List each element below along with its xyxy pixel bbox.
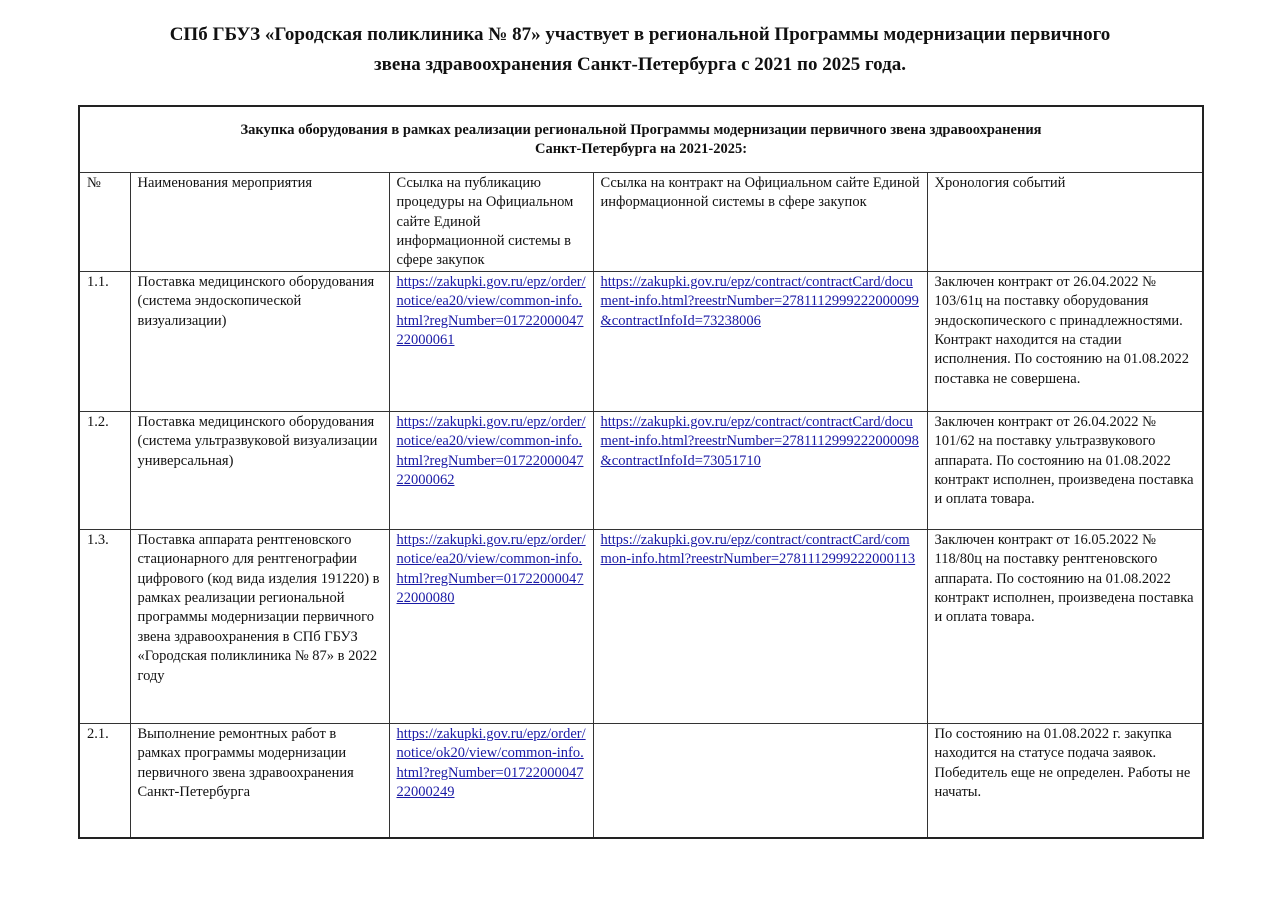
procedure-link[interactable]: https://zakupki.gov.ru/epz/order/notice/ea20/view/common-info.html?regNumber=0172200004722000062: [396, 413, 586, 489]
column-header-number: №: [79, 172, 130, 271]
row-history: Заключен контракт от 26.04.2022 № 103/61ц на поставку оборудования эндоскопического с принадлежностями. Контракт находится на стадии исполнения. По состоянию на 01.08.2022 поставка не совершена.: [927, 271, 1203, 411]
contract-link-cell-empty: [593, 723, 927, 838]
column-header-contract-link: Ссылка на контракт на Официальном сайте Единой информационной системы в сфере закупок: [593, 172, 927, 271]
row-name: Поставка аппарата рентгеновского стационарного для рентгенографии цифрового (код вида изделия 191220) в рамках реализации региональной программы модернизации первичного звена здравоохранения в СПб ГБУЗ «Городская поликлиника № 87» в 2022 году: [130, 529, 389, 723]
row-number: 1.2.: [79, 411, 130, 529]
table-row: [79, 529, 1203, 723]
document-title-line-2: звена здравоохранения Санкт-Петербурга с 2021 по 2025 года.: [374, 54, 906, 75]
procedure-link-cell: [389, 529, 593, 723]
table-row: [79, 723, 1203, 838]
table-caption: [79, 106, 1203, 172]
row-history: Заключен контракт от 16.05.2022 № 118/80ц на поставку рентгеновского аппарата. По состоянию на 01.08.2022 контракт исполнен, произведена поставка и оплата товара.: [927, 529, 1203, 723]
procurement-table: [78, 105, 1204, 839]
document-title-line-1: СПб ГБУЗ «Городская поликлиника № 87» участвует в региональной Программы модернизации первичного: [169, 24, 1111, 45]
row-number: 2.1.: [79, 723, 130, 838]
procedure-link[interactable]: https://zakupki.gov.ru/epz/order/notice/ea20/view/common-info.html?regNumber=0172200004722000080: [396, 531, 586, 607]
procedure-link-cell: [389, 723, 593, 838]
table-caption-line-1: Закупка оборудования в рамках реализации региональной Программы модернизации первичного звена здравоохранения: [240, 122, 1042, 138]
table-header-row: [79, 172, 1203, 271]
procedure-link[interactable]: https://zakupki.gov.ru/epz/order/notice/ea20/view/common-info.html?regNumber=0172200004722000061: [396, 273, 586, 349]
table-caption-row: [79, 106, 1203, 172]
row-name: Поставка медицинского оборудования (система эндоскопической визуализации): [130, 271, 389, 411]
contract-link-cell: [593, 529, 927, 723]
column-header-procedure-link: Ссылка на публикацию процедуры на Официальном сайте Единой информационной системы в сфере закупок: [389, 172, 593, 271]
table-row: [79, 411, 1203, 529]
procedure-link-cell: [389, 271, 593, 411]
column-header-history: Хронология событий: [927, 172, 1203, 271]
document-title: [0, 20, 1280, 80]
procedure-link[interactable]: https://zakupki.gov.ru/epz/order/notice/ok20/view/common-info.html?regNumber=0172200004722000249: [396, 725, 586, 801]
row-number: 1.3.: [79, 529, 130, 723]
row-name: Выполнение ремонтных работ в рамках программы модернизации первичного звена здравоохранения Санкт-Петербурга: [130, 723, 389, 838]
row-history: Заключен контракт от 26.04.2022 № 101/62 на поставку ультразвукового аппарата. По состоянию на 01.08.2022 контракт исполнен, произведена поставка и оплата товара.: [927, 411, 1203, 529]
row-history: По состоянию на 01.08.2022 г. закупка находится на статусе подача заявок. Победитель еще не определен. Работы не начаты.: [927, 723, 1203, 838]
table-caption-line-2: Санкт-Петербурга на 2021-2025:: [534, 141, 748, 158]
contract-link[interactable]: https://zakupki.gov.ru/epz/contract/contractCard/common-info.html?reestrNumber=2781112999222000113: [600, 531, 916, 568]
column-header-name: Наименования мероприятия: [130, 172, 389, 271]
procedure-link-cell: [389, 411, 593, 529]
contract-link-cell: [593, 271, 927, 411]
row-name: Поставка медицинского оборудования (система ультразвуковой визуализации универсальная): [130, 411, 389, 529]
contract-link[interactable]: https://zakupki.gov.ru/epz/contract/contractCard/document-info.html?reestrNumber=2781112999222000098&contractInfoId=73051710: [600, 413, 919, 469]
table-row: [79, 271, 1203, 411]
contract-link[interactable]: https://zakupki.gov.ru/epz/contract/contractCard/document-info.html?reestrNumber=2781112999222000099&contractInfoId=73238006: [600, 273, 919, 329]
row-number: 1.1.: [79, 271, 130, 411]
contract-link-cell: [593, 411, 927, 529]
